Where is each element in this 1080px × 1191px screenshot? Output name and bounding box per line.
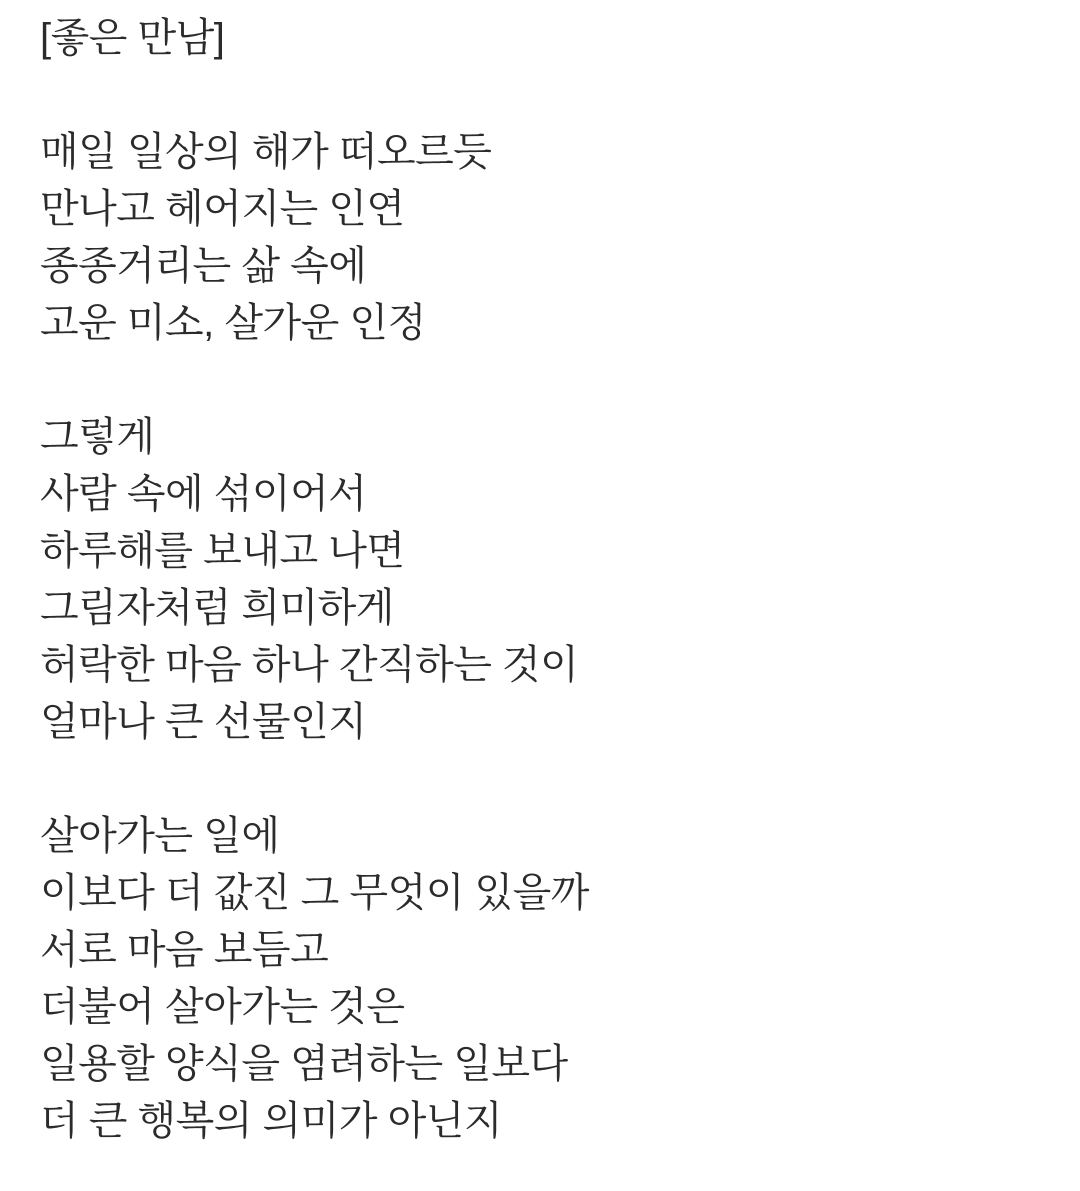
poem-line: 하루해를 보내고 나면 (40, 529, 405, 573)
poem-body (40, 124, 1050, 1150)
poem-line: 더불어 살아가는 것은 (40, 985, 405, 1029)
poem-line: 그림자처럼 희미하게 (40, 586, 394, 630)
poem-line: 고운 미소, 살가운 인정 (40, 301, 426, 345)
poem-stanza (40, 124, 1050, 352)
poem-line: 허락한 마음 하나 간직하는 것이 (40, 643, 579, 687)
poem-line: 그렇게 (40, 415, 155, 459)
poem-line: 서로 마음 보듬고 (40, 928, 329, 972)
poem-line: 만나고 헤어지는 인연 (40, 187, 405, 231)
poem-line: 사람 속에 섞이어서 (40, 472, 367, 516)
poem-line: 이보다 더 값진 그 무엇이 있을까 (40, 871, 589, 915)
poem-line: 매일 일상의 해가 떠오르듯 (40, 130, 492, 174)
poem-stanza (40, 808, 1050, 1150)
poem-line: 일용할 양식을 염려하는 일보다 (40, 1042, 568, 1086)
poem-line: 살아가는 일에 (40, 814, 280, 858)
poem-stanza (40, 409, 1050, 751)
poem-line: 종종거리는 삶 속에 (40, 244, 367, 288)
poem-line: 얼마나 큰 선물인지 (40, 700, 367, 744)
poem-line: 더 큰 행복의 의미가 아닌지 (40, 1099, 502, 1143)
poem-title: [좋은 만남] (40, 16, 225, 60)
